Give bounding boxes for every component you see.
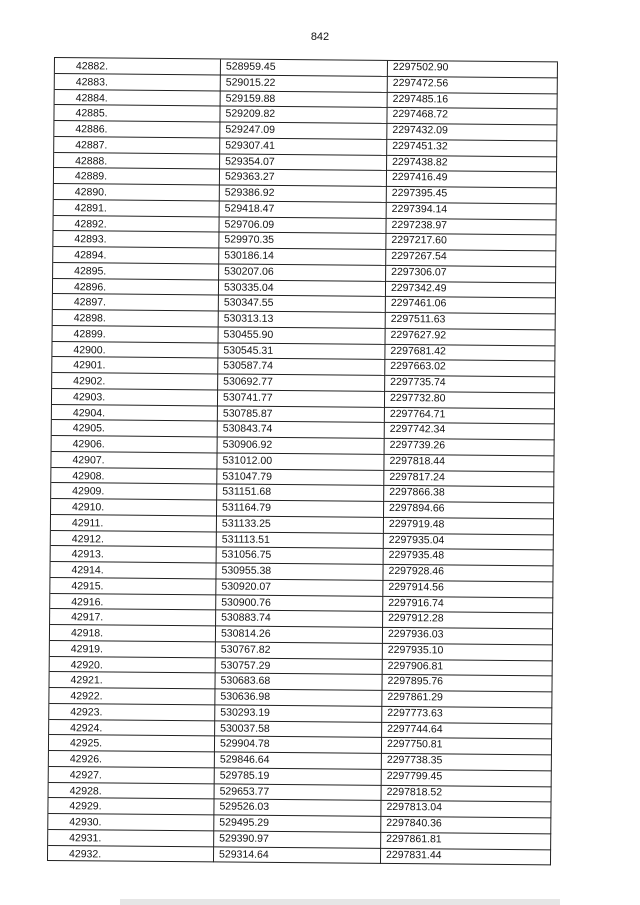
northing-cell: 2297472.56	[388, 77, 558, 94]
easting-cell: 531151.68	[217, 485, 384, 502]
easting-cell: 530757.29	[216, 658, 383, 675]
northing-cell: 2297394.14	[387, 203, 557, 220]
easting-cell: 529307.41	[220, 138, 387, 155]
northing-cell: 2297813.04	[381, 801, 551, 818]
easting-cell: 529390.97	[214, 831, 381, 848]
northing-cell: 2297735.74	[385, 376, 555, 393]
point-number-cell: 42918.	[50, 625, 216, 642]
easting-cell: 530636.98	[215, 689, 382, 706]
northing-cell: 2297217.60	[386, 234, 556, 251]
northing-cell: 2297764.71	[385, 407, 555, 424]
easting-cell: 530741.77	[218, 390, 385, 407]
point-number-cell: 42928.	[49, 782, 215, 799]
easting-cell: 530692.77	[218, 374, 385, 391]
easting-cell: 529653.77	[215, 784, 382, 801]
point-number-cell: 42915.	[50, 578, 216, 595]
easting-cell: 529363.27	[220, 170, 387, 187]
easting-cell: 530883.74	[216, 611, 383, 628]
easting-cell: 531164.79	[217, 500, 384, 517]
easting-cell: 529904.78	[215, 737, 382, 754]
northing-cell: 2297342.49	[386, 281, 556, 298]
easting-cell: 529247.09	[220, 122, 387, 139]
northing-cell: 2297773.63	[382, 707, 552, 724]
easting-cell: 530587.74	[218, 359, 385, 376]
point-number-cell: 42896.	[53, 279, 219, 296]
easting-cell: 529314.64	[214, 847, 381, 864]
easting-cell: 531012.00	[217, 453, 384, 470]
easting-cell: 530767.82	[216, 642, 383, 659]
northing-cell: 2297831.44	[381, 848, 551, 865]
point-number-cell: 42921.	[49, 672, 215, 689]
point-number-cell: 42920.	[50, 656, 216, 673]
point-number-cell: 42901.	[52, 357, 218, 374]
point-number-cell: 42900.	[52, 341, 218, 358]
point-number-cell: 42912.	[51, 530, 217, 547]
easting-cell: 530900.76	[216, 595, 383, 612]
easting-cell: 530186.14	[219, 248, 386, 265]
point-number-cell: 42919.	[50, 641, 216, 658]
easting-cell: 530037.58	[215, 721, 382, 738]
point-number-cell: 42895.	[53, 263, 219, 280]
scan-edge-shadow	[120, 899, 560, 905]
easting-cell: 530293.19	[215, 705, 382, 722]
easting-cell: 530683.68	[215, 674, 382, 691]
northing-cell: 2297738.35	[382, 754, 552, 771]
northing-cell: 2297935.48	[384, 549, 554, 566]
easting-cell: 529970.35	[219, 233, 386, 250]
point-number-cell: 42886.	[54, 121, 220, 138]
easting-cell: 528959.45	[221, 59, 388, 76]
point-number-cell: 42926.	[49, 751, 215, 768]
northing-cell: 2297799.45	[382, 770, 552, 787]
point-number-cell: 42932.	[48, 845, 214, 862]
point-number-cell: 42908.	[51, 467, 217, 484]
northing-cell: 2297511.63	[386, 313, 556, 330]
easting-cell: 529159.88	[221, 91, 388, 108]
northing-cell: 2297916.74	[383, 596, 553, 613]
northing-cell: 2297742.34	[385, 423, 555, 440]
point-number-cell: 42914.	[50, 562, 216, 579]
northing-cell: 2297935.10	[383, 644, 553, 661]
point-number-cell: 42923.	[49, 704, 215, 721]
easting-cell: 529706.09	[219, 217, 386, 234]
northing-cell: 2297936.03	[383, 628, 553, 645]
northing-cell: 2297306.07	[386, 266, 556, 283]
northing-cell: 2297928.46	[383, 565, 553, 582]
easting-cell: 529015.22	[221, 75, 388, 92]
point-number-cell: 42930.	[48, 814, 214, 831]
northing-cell: 2297238.97	[386, 218, 556, 235]
easting-cell: 529418.47	[220, 201, 387, 218]
easting-cell: 530313.13	[219, 311, 386, 328]
northing-cell: 2297750.81	[382, 738, 552, 755]
point-number-cell: 42882.	[55, 58, 221, 75]
point-number-cell: 42913.	[51, 546, 217, 563]
coordinate-table	[47, 57, 558, 866]
easting-cell: 530545.31	[218, 343, 385, 360]
point-number-cell: 42902.	[52, 373, 218, 390]
northing-cell: 2297432.09	[387, 124, 557, 141]
northing-cell: 2297895.76	[382, 675, 552, 692]
northing-cell: 2297866.38	[384, 486, 554, 503]
easting-cell: 529354.07	[220, 154, 387, 171]
northing-cell: 2297818.44	[384, 455, 554, 472]
northing-cell: 2297919.48	[384, 518, 554, 535]
northing-cell: 2297906.81	[383, 659, 553, 676]
northing-cell: 2297739.26	[385, 439, 555, 456]
northing-cell: 2297861.29	[382, 691, 552, 708]
point-number-cell: 42927.	[49, 767, 215, 784]
northing-cell: 2297914.56	[383, 581, 553, 598]
northing-cell: 2297468.72	[387, 108, 557, 125]
northing-cell: 2297451.32	[387, 140, 557, 157]
northing-cell: 2297461.06	[386, 297, 556, 314]
point-number-cell: 42899.	[53, 326, 219, 343]
northing-cell: 2297416.49	[387, 171, 557, 188]
northing-cell: 2297502.90	[388, 61, 558, 78]
point-number-cell: 42929.	[48, 798, 214, 815]
page-number: 842	[310, 31, 330, 43]
northing-cell: 2297744.64	[382, 722, 552, 739]
easting-cell: 530955.38	[216, 563, 383, 580]
northing-cell: 2297627.92	[386, 329, 556, 346]
easting-cell: 531133.25	[217, 516, 384, 533]
point-number-cell: 42883.	[55, 74, 221, 91]
point-number-cell: 42931.	[48, 830, 214, 847]
point-number-cell: 42917.	[50, 609, 216, 626]
point-number-cell: 42890.	[54, 184, 220, 201]
northing-cell: 2297817.24	[384, 470, 554, 487]
easting-cell: 530207.06	[219, 264, 386, 281]
point-number-cell: 42894.	[53, 247, 219, 264]
easting-cell: 529785.19	[215, 768, 382, 785]
easting-cell: 530347.55	[219, 296, 386, 313]
northing-cell: 2297663.02	[385, 360, 555, 377]
point-number-cell: 42898.	[53, 310, 219, 327]
northing-cell: 2297840.36	[381, 817, 551, 834]
easting-cell: 531113.51	[217, 532, 384, 549]
point-number-cell: 42904.	[52, 404, 218, 421]
point-number-cell: 42891.	[54, 200, 220, 217]
easting-cell: 530335.04	[219, 280, 386, 297]
easting-cell: 530814.26	[216, 626, 383, 643]
easting-cell: 530455.90	[219, 327, 386, 344]
point-number-cell: 42885.	[54, 105, 220, 122]
point-number-cell: 42905.	[52, 420, 218, 437]
point-number-cell: 42892.	[53, 216, 219, 233]
easting-cell: 531056.75	[217, 548, 384, 565]
point-number-cell: 42906.	[52, 436, 218, 453]
point-number-cell: 42897.	[53, 294, 219, 311]
easting-cell: 530843.74	[218, 422, 385, 439]
northing-cell: 2297681.42	[385, 344, 555, 361]
northing-cell: 2297395.45	[387, 187, 557, 204]
easting-cell: 529495.29	[214, 815, 381, 832]
northing-cell: 2297861.81	[381, 833, 551, 850]
point-number-cell: 42925.	[49, 735, 215, 752]
easting-cell: 531047.79	[217, 469, 384, 486]
point-number-cell: 42916.	[50, 593, 216, 610]
point-number-cell: 42911.	[51, 515, 217, 532]
easting-cell: 529209.82	[220, 107, 387, 124]
point-number-cell: 42924.	[49, 719, 215, 736]
northing-cell: 2297732.80	[385, 392, 555, 409]
point-number-cell: 42893.	[53, 231, 219, 248]
northing-cell: 2297894.66	[384, 502, 554, 519]
northing-cell: 2297438.82	[387, 155, 557, 172]
northing-cell: 2297267.54	[386, 250, 556, 267]
point-number-cell: 42889.	[54, 168, 220, 185]
point-number-cell: 42888.	[54, 153, 220, 170]
easting-cell: 530906.92	[218, 437, 385, 454]
point-number-cell: 42922.	[49, 688, 215, 705]
easting-cell: 529846.64	[215, 752, 382, 769]
northing-cell: 2297485.16	[388, 92, 558, 109]
northing-cell: 2297912.28	[383, 612, 553, 629]
table-row	[48, 845, 551, 865]
point-number-cell: 42907.	[51, 452, 217, 469]
easting-cell: 530920.07	[216, 579, 383, 596]
easting-cell: 529526.03	[214, 800, 381, 817]
point-number-cell: 42884.	[55, 90, 221, 107]
point-number-cell: 42903.	[52, 389, 218, 406]
northing-cell: 2297935.04	[384, 533, 554, 550]
easting-cell: 529386.92	[220, 185, 387, 202]
northing-cell: 2297818.52	[382, 785, 552, 802]
easting-cell: 530785.87	[218, 406, 385, 423]
point-number-cell: 42887.	[54, 137, 220, 154]
point-number-cell: 42909.	[51, 483, 217, 500]
point-number-cell: 42910.	[51, 499, 217, 516]
